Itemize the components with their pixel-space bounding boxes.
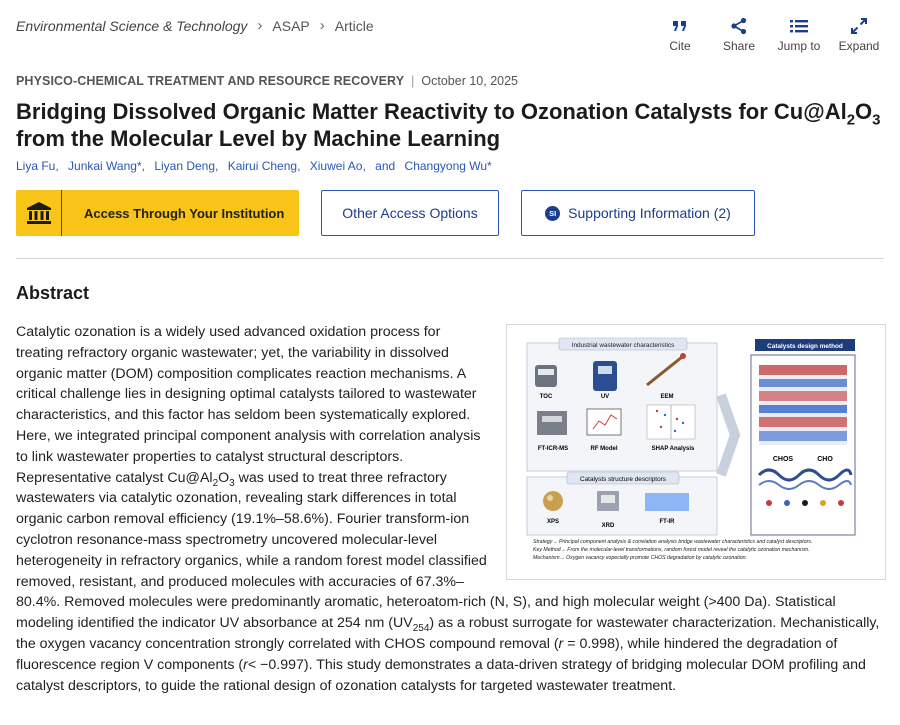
- toc-label-shap: SHAP Analysis: [651, 446, 695, 452]
- list-icon: [789, 17, 809, 35]
- toc-label-chos: CHOS: [772, 456, 794, 463]
- toc-label-ftir: FT-IR: [659, 519, 675, 525]
- toc-mechanism: Mechanism→ Oxygen vacancy especially promote CHOS degradation by catalytic ozonation.: [533, 555, 747, 561]
- toc-label-uv: UV: [600, 394, 610, 400]
- abstract-r-symbol: r: [243, 656, 248, 673]
- breadcrumb-type: Article: [334, 17, 374, 34]
- publication-date: October 10, 2025: [421, 74, 519, 88]
- toc-panel-design: Catalysts design method: [767, 343, 843, 350]
- supporting-information-button[interactable]: [521, 190, 755, 236]
- abstract-sub3: 254: [412, 622, 430, 634]
- article-title: [16, 98, 886, 152]
- toc-label-xrd: XRD: [601, 523, 615, 529]
- author-link[interactable]: Xiuwei Ao,: [309, 159, 366, 173]
- title-part1: Bridging Dissolved Organic Matter Reactivity to Ozonation Catalysts for Cu@Al: [16, 99, 847, 124]
- jump-to-label: Jump to: [777, 39, 821, 53]
- article-actions: [646, 15, 884, 53]
- abstract-part3: was used to treat three refractory wastewaters via catalytic ozonation, revealing stark differences in total organic carbon removal efficiency (19.1%–58.6%). Fourier transform-ion cyclotron resonance-mass spectrometry uncovered molecular-level heterogeneity in refractory organics, while a random forest model classified removed, resistant, and produced molecules with accuracies of 67.3%–80.4%. Removed molecules were predominantly aromatic, heteroatom-rich (N, S), and high molecular weight (>400 Da). Statistical modeling identified the indicator UV absorbance at 254 nm (UV: [16, 469, 836, 632]
- article-category[interactable]: PHYSICO-CHEMICAL TREATMENT AND RESOURCE RECOVERY: [16, 74, 405, 88]
- other-access-label: Other Access Options: [342, 205, 478, 221]
- other-access-button[interactable]: [321, 190, 499, 236]
- cite-button[interactable]: [655, 15, 705, 53]
- title-part2: O: [855, 99, 873, 124]
- expand-icon: [850, 17, 868, 35]
- abstract-r-symbol: r: [558, 635, 564, 652]
- toc-key-method: Key Method→ From the molecular-level transformations, random forest model reveal the catalytic ozonation mechanism.: [533, 547, 810, 553]
- quote-icon: [671, 17, 689, 35]
- section-divider: [16, 258, 884, 259]
- title-subscript2: 3: [872, 111, 881, 129]
- author-link[interactable]: Junkai Wang*,: [68, 159, 145, 173]
- author-link[interactable]: Liya Fu,: [16, 159, 59, 173]
- author-link[interactable]: Liyan Deng,: [154, 159, 219, 173]
- abstract-sub2: 3: [229, 477, 235, 489]
- meta-divider: |: [411, 74, 415, 88]
- author-conjunction: and: [375, 159, 396, 173]
- expand-label: Expand: [838, 39, 880, 53]
- toc-label-xps: XPS: [546, 519, 560, 525]
- toc-label-toc: TOC: [539, 394, 553, 400]
- toc-strategy: Strategy→ Principal component analysis & correlation analysis bridge wastewater characteristics and catalyst descriptors.: [533, 539, 813, 545]
- abstract-sub1: 2: [212, 477, 219, 489]
- toc-label-rf: RF Model: [590, 446, 618, 452]
- abstract-part4: ) as a robust surrogate for wastewater characterization. Mechanistically, the oxygen vacancy concentration strongly correlated with CHOS compound removal (: [16, 615, 880, 652]
- toc-panel-catalysts: Catalysts structure descriptors: [580, 476, 666, 483]
- abstract-part2: O: [218, 469, 230, 486]
- abstract-heading: Abstract: [16, 283, 90, 303]
- toc-graphic[interactable]: [506, 324, 886, 580]
- institution-access-label: Access Through Your Institution: [84, 205, 285, 221]
- title-subscript1: 2: [846, 111, 856, 129]
- article-meta: [16, 74, 518, 88]
- institution-access-button[interactable]: [16, 190, 299, 236]
- abstract-part5: = 0.998), while hindered the degradation of fluorescence region V components (: [16, 635, 838, 673]
- abstract-part6: < −0.997). This study demonstrates a data-driven strategy of bridging molecular DOM profiling and catalyst descriptors, to guide the rational design of ozonation catalysts for targeted wastewater treatment.: [16, 656, 866, 694]
- author-link[interactable]: Changyong Wu*: [404, 159, 492, 173]
- share-button[interactable]: [714, 15, 764, 53]
- share-icon: [730, 17, 748, 35]
- institution-icon: [16, 190, 62, 236]
- breadcrumb: [16, 17, 374, 34]
- author-list: [16, 159, 498, 173]
- breadcrumb-section[interactable]: ASAP: [272, 17, 310, 34]
- toc-label-eem: EEM: [660, 394, 674, 400]
- jump-to-button[interactable]: [773, 15, 825, 53]
- toc-label-fticr: FT-ICR-MS: [537, 446, 569, 452]
- si-badge-icon: SI: [545, 206, 560, 221]
- share-label: Share: [722, 39, 756, 53]
- top-bar: [16, 15, 884, 59]
- breadcrumb-journal[interactable]: Environmental Science & Technology: [16, 17, 248, 34]
- toc-label-cho: CHO: [817, 456, 833, 463]
- chevron-right-icon: ›: [319, 17, 325, 34]
- expand-button[interactable]: [834, 15, 884, 53]
- abstract-text: [16, 322, 886, 696]
- toc-panel-industrial: Industrial wastewater characteristics: [571, 342, 675, 349]
- chevron-right-icon: ›: [257, 17, 263, 34]
- abstract-part1: Catalytic ozonation is a widely used advanced oxidation process for treating refractory organic wastewater; yet, the variability in dissolved organic matter (DOM) composition complicates reaction mechanisms. A critical challenge lies in designing optimal catalysts tailored to wastewater characteristics, and this factor has seldom been systematically explored. Here, we integrated principal component analysis with correlation analysis to link wastewater properties to catalyst structural descriptors. Representative catalyst Cu@Al: [16, 324, 481, 486]
- title-part3: from the Molecular Level by Machine Learning: [16, 126, 501, 151]
- author-link[interactable]: Kairui Cheng,: [227, 159, 301, 173]
- supporting-information-label: Supporting Information (2): [568, 205, 731, 221]
- cite-label: Cite: [669, 39, 691, 53]
